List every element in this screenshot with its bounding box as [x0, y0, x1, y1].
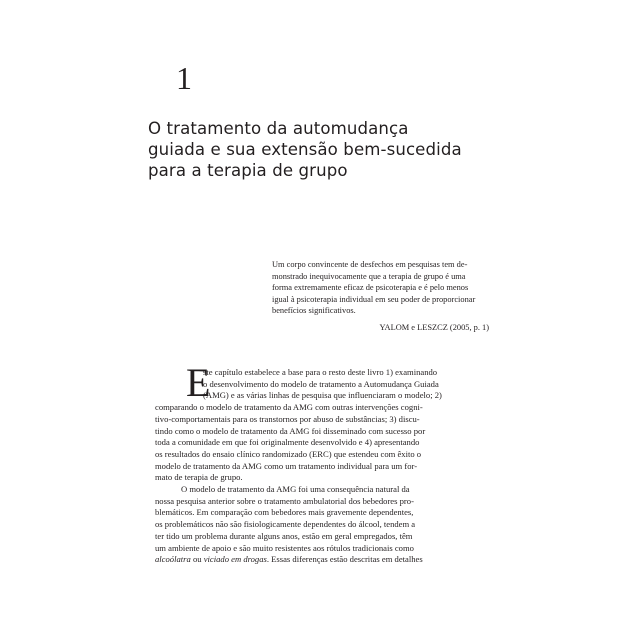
epigraph-line: igual à psicoterapia individual em seu poder de proporcionar [272, 294, 476, 304]
body-line: (AMG) e as várias linhas de pesquisa que influenciaram o modelo; 2) [203, 390, 442, 401]
epigraph-line: forma extremamente eficaz de psicoterapia e é pelo menos [272, 283, 469, 292]
chapter-title-line: O tratamento da automudança [148, 119, 409, 138]
body-line: os problemáticos não são fisiologicamente dependentes do álcool, tendem a [155, 519, 416, 530]
body-line: o desenvolvimento do modelo de tratamento a Automudança Guiada [203, 378, 439, 389]
epigraph [272, 259, 492, 317]
chapter-title [148, 118, 488, 181]
body-line: tindo como o modelo de tratamento da AMG foi disseminado com sucesso por [155, 425, 426, 436]
paragraph-2 [155, 484, 489, 566]
body-line: toda a comunidade em que foi originalmente desenvolvido e 4) apresentando [155, 437, 420, 448]
body-line: um ambiente de apoio e são muito resistentes aos rótulos tradicionais como [155, 542, 414, 553]
body-line-last [155, 554, 489, 566]
text-fragment: ou [190, 554, 204, 565]
paragraph-1-continued [155, 402, 489, 484]
epigraph-line: monstrado inequivocamente que a terapia de grupo é uma [272, 271, 466, 281]
epigraph-attribution: YALOM e LESZCZ (2005, p. 1) [379, 323, 489, 332]
body-line: ste capítulo estabelece a base para o resto deste livro 1) examinando [203, 367, 438, 377]
epigraph-line: benefícios significativos. [272, 306, 356, 315]
body-line: os resultados do ensaio clínico randomizado (ERC) que estendeu com êxito o [155, 448, 422, 459]
body-line: blemáticos. Em comparação com bebedores mais gravemente dependentes, [155, 507, 414, 518]
body-line: modelo de tratamento da AMG como um tratamento individual para um for- [155, 460, 418, 471]
body-line: O modelo de tratamento da AMG foi uma consequência natural da [181, 484, 410, 495]
body-line: tivo-comportamentais para os transtornos por abuso de substâncias; 3) discu- [155, 413, 420, 424]
body-line: ter tido um problema durante alguns anos, estão em geral empregados, têm [155, 530, 413, 541]
italic-term: viciado em drogas [203, 554, 267, 565]
chapter-title-line: guiada e sua extensão bem-sucedida [148, 140, 462, 159]
body-line: nossa pesquisa anterior sobre o tratamento ambulatorial dos bebedores pro- [155, 495, 414, 506]
text-fragment: . Essas diferenças estão descritas em detalhes [266, 554, 423, 565]
body-text [155, 367, 489, 566]
body-line: comparando o modelo de tratamento da AMG com outras intervenções cogni- [155, 402, 423, 413]
italic-term: alcoólatra [155, 554, 191, 565]
epigraph-line: Um corpo convincente de desfechos em pesquisas tem de- [272, 260, 468, 269]
chapter-title-line: para a terapia de grupo [148, 161, 348, 180]
chapter-number: 1 [176, 60, 192, 96]
body-line: mato de terapia de grupo. [155, 472, 243, 483]
drop-cap: E [186, 360, 211, 405]
